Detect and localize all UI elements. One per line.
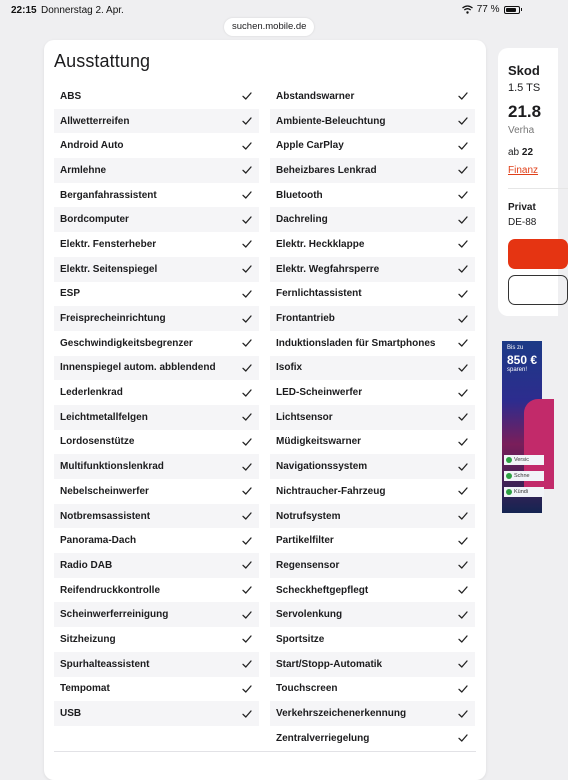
feature-row (270, 380, 475, 405)
feature-row (54, 652, 259, 677)
financing-rate (508, 147, 533, 158)
status-indicators (462, 4, 522, 15)
feature-label: Frontantrieb (276, 313, 335, 325)
feature-row (54, 479, 259, 504)
feature-label: Android Auto (60, 140, 124, 152)
feature-row (270, 701, 475, 726)
ad-top-text: Bis zu (507, 345, 524, 351)
checkmark-icon (241, 288, 253, 300)
feature-label: Nebelscheinwerfer (60, 485, 149, 497)
feature-row (54, 282, 259, 307)
listing-subtitle: 1.5 TS (508, 82, 541, 94)
feature-row (54, 380, 259, 405)
feature-label: Verkehrszeichenerkennung (276, 708, 407, 720)
features-right-column (270, 84, 475, 751)
advertisement-banner[interactable] (502, 341, 542, 513)
checkmark-icon (457, 708, 469, 720)
feature-row (270, 479, 475, 504)
checkmark-icon (241, 214, 253, 226)
feature-label: Lederlenkrad (60, 387, 123, 399)
feature-label: LED-Scheinwerfer (276, 387, 363, 399)
feature-row (270, 84, 475, 109)
check-circle-icon (506, 457, 512, 463)
checkmark-icon (241, 708, 253, 720)
feature-label: Regensensor (276, 559, 340, 571)
checkmark-icon (457, 214, 469, 226)
feature-row (54, 356, 259, 381)
feature-label: Notbremsassistent (60, 510, 151, 522)
feature-row (54, 602, 259, 627)
checkmark-icon (241, 337, 253, 349)
seller-type: Privat (508, 202, 536, 213)
checkmark-icon (241, 609, 253, 621)
feature-label: Ambiente-Beleuchtung (276, 115, 386, 127)
checkmark-icon (457, 535, 469, 547)
feature-row (54, 578, 259, 603)
feature-row (270, 602, 475, 627)
contact-button[interactable] (508, 239, 568, 269)
feature-label: Beheizbares Lenkrad (276, 164, 377, 176)
ad-chip-label: Kündi (514, 489, 529, 495)
feature-label: Tempomat (60, 683, 110, 695)
status-time: 22:15 (11, 5, 37, 16)
feature-label: Freisprecheinrichtung (60, 313, 166, 325)
features-left-column (54, 84, 259, 726)
feature-row (54, 331, 259, 356)
checkmark-icon (241, 584, 253, 596)
feature-row (270, 207, 475, 232)
checkmark-icon (457, 559, 469, 571)
feature-label: Elektr. Heckklappe (276, 238, 365, 250)
feature-label: Innenspiegel autom. abblendend (60, 362, 216, 374)
feature-row (270, 652, 475, 677)
feature-row (270, 578, 475, 603)
feature-label: Leichtmetallfelgen (60, 411, 148, 423)
checkmark-icon (457, 313, 469, 325)
feature-label: Bluetooth (276, 189, 323, 201)
seller-location: DE-88 (508, 217, 537, 228)
secondary-button[interactable] (508, 275, 568, 305)
feature-row (270, 627, 475, 652)
checkmark-icon (241, 411, 253, 423)
feature-row (270, 726, 475, 751)
listing-title: Skod (508, 63, 540, 78)
feature-row (54, 158, 259, 183)
checkmark-icon (241, 485, 253, 497)
checkmark-icon (457, 485, 469, 497)
ad-chip (504, 455, 544, 465)
feature-row (270, 430, 475, 455)
feature-row (270, 356, 475, 381)
checkmark-icon (457, 633, 469, 645)
checkmark-icon (457, 732, 469, 744)
feature-row (270, 677, 475, 702)
checkmark-icon (457, 436, 469, 448)
check-circle-icon (506, 489, 512, 495)
feature-row (54, 701, 259, 726)
checkmark-icon (241, 238, 253, 250)
feature-row (270, 553, 475, 578)
feature-row (54, 430, 259, 455)
feature-row (270, 183, 475, 208)
feature-label: Apple CarPlay (276, 140, 344, 152)
wifi-icon (462, 5, 473, 14)
feature-label: Isofix (276, 362, 303, 374)
checkmark-icon (241, 313, 253, 325)
listing-price: 21.8 (508, 102, 542, 121)
feature-label: Bordcomputer (60, 214, 129, 226)
feature-row (54, 528, 259, 553)
checkmark-icon (457, 164, 469, 176)
feature-label: Notrufsystem (276, 510, 341, 522)
url-bar[interactable]: suchen.mobile.de (224, 18, 314, 36)
feature-row (270, 405, 475, 430)
feature-row (270, 504, 475, 529)
feature-row (54, 553, 259, 578)
checkmark-icon (241, 140, 253, 152)
checkmark-icon (457, 683, 469, 695)
feature-row (54, 504, 259, 529)
feature-row (54, 454, 259, 479)
feature-label: ABS (60, 90, 82, 102)
checkmark-icon (457, 362, 469, 374)
battery-percent: 77 % (476, 4, 500, 15)
feature-label: Abstandswarner (276, 90, 355, 102)
checkmark-icon (241, 658, 253, 670)
checkmark-icon (241, 90, 253, 102)
feature-row (54, 207, 259, 232)
feature-row (54, 232, 259, 257)
checkmark-icon (241, 535, 253, 547)
checkmark-icon (457, 658, 469, 670)
battery-tip (521, 8, 523, 11)
checkmark-icon (241, 263, 253, 275)
ad-chip-label: Versic (514, 457, 529, 463)
feature-label: Multifunktionslenkrad (60, 461, 164, 473)
checkmark-icon (241, 189, 253, 201)
check-circle-icon (506, 473, 512, 479)
feature-label: Radio DAB (60, 559, 113, 571)
feature-label: Scheinwerferreinigung (60, 609, 169, 621)
checkmark-icon (457, 140, 469, 152)
feature-row (54, 306, 259, 331)
feature-label: Start/Stopp-Automatik (276, 658, 383, 670)
checkmark-icon (241, 559, 253, 571)
feature-label: Navigationssystem (276, 461, 368, 473)
feature-label: Müdigkeitswarner (276, 436, 362, 448)
feature-label: Elektr. Seitenspiegel (60, 263, 158, 275)
listing-summary-panel (498, 48, 558, 316)
financing-value: 22 (521, 147, 534, 158)
feature-label: Fernlichtassistent (276, 288, 362, 300)
feature-label: Armlehne (60, 164, 107, 176)
feature-label: Lichtsensor (276, 411, 333, 423)
battery-icon (504, 6, 520, 14)
checkmark-icon (457, 411, 469, 423)
ad-small-text: sparen! (507, 367, 528, 373)
checkmark-icon (241, 387, 253, 399)
ad-chip (504, 471, 544, 481)
ad-chip-label: Schne (514, 473, 530, 479)
feature-row (54, 257, 259, 282)
checkmark-icon (241, 461, 253, 473)
checkmark-icon (457, 238, 469, 250)
feature-row (270, 109, 475, 134)
checkmark-icon (457, 288, 469, 300)
feature-label: Induktionsladen für Smartphones (276, 337, 436, 349)
checkmark-icon (457, 584, 469, 596)
feature-label: USB (60, 708, 82, 720)
checkmark-icon (457, 337, 469, 349)
financing-prefix: ab (508, 147, 522, 158)
checkmark-icon (241, 115, 253, 127)
checkmark-icon (457, 90, 469, 102)
feature-row (270, 331, 475, 356)
feature-row (54, 183, 259, 208)
feature-row (54, 133, 259, 158)
feature-row (54, 109, 259, 134)
ad-amount: 850 € (507, 353, 538, 367)
checkmark-icon (457, 510, 469, 522)
feature-label: Zentralverriegelung (276, 732, 370, 744)
feature-row (270, 257, 475, 282)
checkmark-icon (241, 510, 253, 522)
feature-label: Spurhalteassistent (60, 658, 150, 670)
feature-row (54, 627, 259, 652)
features-divider (54, 751, 476, 752)
features-title: Ausstattung (54, 51, 151, 71)
feature-label: Partikelfilter (276, 535, 334, 547)
feature-label: Geschwindigkeitsbegrenzer (60, 337, 193, 349)
feature-row (54, 84, 259, 109)
price-note: Verha (508, 125, 535, 136)
feature-label: Lordosenstütze (60, 436, 135, 448)
feature-label: Sportsitze (276, 633, 325, 645)
feature-row (270, 528, 475, 553)
feature-label: Reifendruckkontrolle (60, 584, 161, 596)
feature-row (54, 677, 259, 702)
feature-label: Servolenkung (276, 609, 343, 621)
checkmark-icon (457, 263, 469, 275)
checkmark-icon (457, 609, 469, 621)
feature-row (270, 232, 475, 257)
checkmark-icon (241, 633, 253, 645)
feature-label: Scheckheftgepflegt (276, 584, 369, 596)
feature-row (270, 306, 475, 331)
feature-label: ESP (60, 288, 81, 300)
feature-label: Sitzheizung (60, 633, 116, 645)
feature-label: Nichtraucher-Fahrzeug (276, 485, 386, 497)
feature-label: Berganfahrassistent (60, 189, 157, 201)
checkmark-icon (241, 362, 253, 374)
feature-row (270, 133, 475, 158)
ad-chip (504, 487, 544, 497)
checkmark-icon (457, 189, 469, 201)
feature-label: Elektr. Wegfahrsperre (276, 263, 380, 275)
checkmark-icon (241, 683, 253, 695)
feature-row (270, 158, 475, 183)
feature-label: Allwetterreifen (60, 115, 130, 127)
feature-label: Elektr. Fensterheber (60, 238, 157, 250)
checkmark-icon (457, 115, 469, 127)
features-card (44, 40, 486, 780)
feature-row (270, 282, 475, 307)
checkmark-icon (241, 164, 253, 176)
feature-row (270, 454, 475, 479)
checkmark-icon (457, 461, 469, 473)
checkmark-icon (457, 387, 469, 399)
checkmark-icon (241, 436, 253, 448)
panel-divider (508, 188, 568, 189)
feature-row (54, 405, 259, 430)
feature-label: Panorama-Dach (60, 535, 137, 547)
status-date: Donnerstag 2. Apr. (41, 5, 124, 16)
feature-label: Touchscreen (276, 683, 338, 695)
feature-label: Dachreling (276, 214, 328, 226)
financing-link[interactable]: Finanz (508, 165, 539, 176)
